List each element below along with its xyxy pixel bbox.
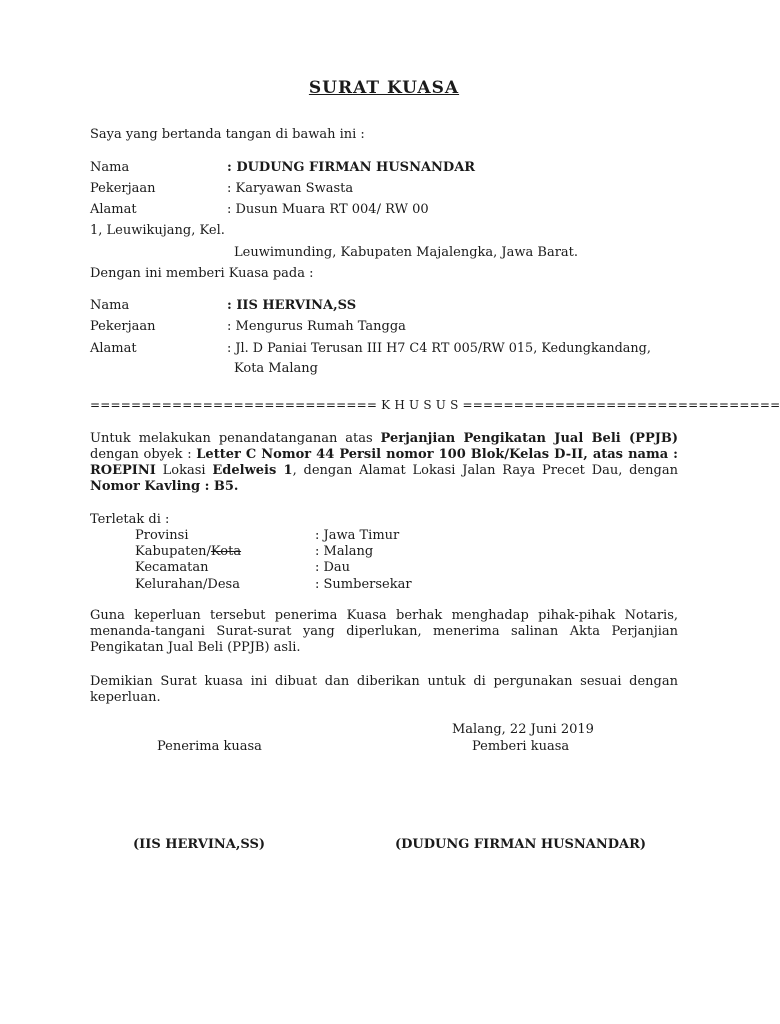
recipient-signature-name: (IIS HERVINA,SS)	[133, 837, 266, 852]
purpose-text-1: Untuk melakukan penandatanganan atas	[90, 431, 381, 446]
grantee-address-label: Alamat	[90, 341, 137, 356]
document-title: SURAT KUASA	[308, 78, 460, 98]
give-power-text: Dengan ini memberi Kuasa pada :	[90, 266, 314, 281]
village-value: : Sumbersekar	[315, 577, 412, 592]
giver-label: Pemberi kuasa	[472, 739, 570, 754]
purpose-text-5: Lokasi	[155, 463, 213, 478]
grantee-address-value: : Jl. D Paniai Terusan III H7 C4 RT 005/RW 015, Kedungkandang,	[227, 341, 651, 356]
regency-value: : Malang	[315, 544, 374, 559]
grantor-job-value: : Karyawan Swasta	[227, 181, 354, 196]
intro-text: Saya yang bertanda tangan di bawah ini :	[90, 127, 365, 142]
district-value: : Dau	[315, 560, 351, 575]
purpose-letter-c: Letter C Nomor 44 Persil nomor 100 Blok/Kelas D-II, atas nama : ROEPINI	[90, 447, 678, 478]
grantor-address-line3: Leuwimunding, Kabupaten Majalengka, Jawa Barat.	[234, 245, 579, 260]
grantor-address-label: Alamat	[90, 202, 137, 217]
recipient-label: Penerima kuasa	[157, 739, 262, 754]
khusus-separator: ============================ K H U S U S ===============================	[90, 398, 780, 412]
purpose-paragraph	[90, 431, 678, 495]
grantee-job-value: : Mengurus Rumah Tangga	[227, 319, 406, 334]
district-label: Kecamatan	[135, 560, 209, 575]
grantee-name-label: Nama	[90, 298, 130, 313]
purpose-rights-paragraph: Guna keperluan tersebut penerima Kuasa berhak menghadap pihak-pihak Notaris, menanda-tangani Surat-surat yang diperlukan, menerima salinan Akta Perjanjian Pengikatan Jual Beli (PPJB) asli.	[90, 608, 678, 655]
purpose-ppjb: Perjanjian Pengikatan Jual Beli (PPJB)	[380, 431, 679, 446]
grantor-address-value: : Dusun Muara RT 004/ RW 00	[227, 202, 429, 217]
giver-signature-name: (DUDUNG FIRMAN HUSNANDAR)	[395, 837, 647, 852]
purpose-text-3: dengan obyek :	[90, 447, 197, 462]
province-value: : Jawa Timur	[315, 528, 400, 543]
grantor-job-label: Pekerjaan	[90, 181, 156, 196]
located-label: Terletak di :	[90, 512, 170, 527]
purpose-kavling: Nomor Kavling : B5.	[90, 479, 239, 494]
regency-strike: Kota	[210, 544, 242, 559]
village-label: Kelurahan/Desa	[135, 577, 240, 592]
regency-label: Kabupaten/Kota	[135, 544, 242, 559]
purpose-edelweis: Edelweis 1	[212, 463, 293, 478]
closing-paragraph: Demikian Surat kuasa ini dibuat dan diberikan untuk di pergunakan sesuai dengan keperluan.	[90, 674, 678, 705]
grantor-name-label: Nama	[90, 160, 130, 175]
province-label: Provinsi	[135, 528, 189, 543]
grantee-name-value: : IIS HERVINA,SS	[227, 298, 357, 313]
purpose-text-7: , dengan Alamat Lokasi Jalan Raya Precet Dau, dengan	[292, 463, 679, 478]
grantor-name-value: : DUDUNG FIRMAN HUSNANDAR	[227, 160, 476, 175]
grantee-address-line2: Kota Malang	[234, 361, 318, 376]
grantor-address-line2: 1, Leuwikujang, Kel.	[90, 223, 225, 238]
place-date: Malang, 22 Juni 2019	[452, 722, 594, 737]
grantee-job-label: Pekerjaan	[90, 319, 156, 334]
